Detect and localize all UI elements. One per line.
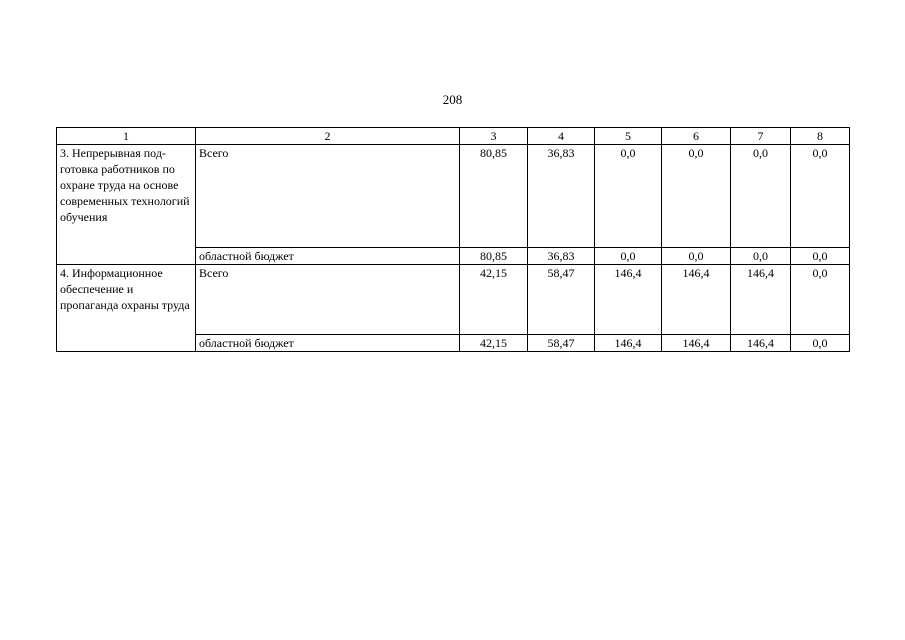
value-cell: 146,4 [595,335,662,352]
header-row [57,128,850,145]
value-cell: 0,0 [791,265,850,335]
table-row [57,145,850,248]
funding-source: Всего [196,145,460,248]
funding-source: Всего [196,265,460,335]
value-cell: 0,0 [791,248,850,265]
column-header: 5 [595,128,662,145]
value-cell: 0,0 [662,248,731,265]
value-cell: 42,15 [460,265,528,335]
column-header: 8 [791,128,850,145]
value-cell: 146,4 [662,335,731,352]
value-cell: 146,4 [731,335,791,352]
value-cell: 36,83 [528,248,595,265]
column-header: 6 [662,128,731,145]
column-header: 3 [460,128,528,145]
value-cell: 80,85 [460,248,528,265]
value-cell: 146,4 [731,265,791,335]
value-cell: 36,83 [528,145,595,248]
value-cell: 0,0 [595,145,662,248]
value-cell: 58,47 [528,335,595,352]
value-cell: 0,0 [595,248,662,265]
column-header: 4 [528,128,595,145]
value-cell: 80,85 [460,145,528,248]
value-cell: 0,0 [791,145,850,248]
value-cell: 0,0 [731,248,791,265]
funding-source: областной бюджет [196,335,460,352]
measure-name: 4. Информационное обеспечение и пропаганда охраны труда [57,265,196,352]
column-header: 1 [57,128,196,145]
funding-source: областной бюджет [196,248,460,265]
value-cell: 0,0 [791,335,850,352]
value-cell: 146,4 [595,265,662,335]
column-header: 2 [196,128,460,145]
table-row [57,265,850,335]
measure-name: 3. Непрерывная под-готовка работников по охране труда на основе современных технологий обучения [57,145,196,265]
column-header: 7 [731,128,791,145]
value-cell: 0,0 [731,145,791,248]
value-cell: 146,4 [662,265,731,335]
value-cell: 42,15 [460,335,528,352]
funding-table [56,127,850,352]
value-cell: 0,0 [662,145,731,248]
page-number: 208 [442,92,463,107]
value-cell: 58,47 [528,265,595,335]
